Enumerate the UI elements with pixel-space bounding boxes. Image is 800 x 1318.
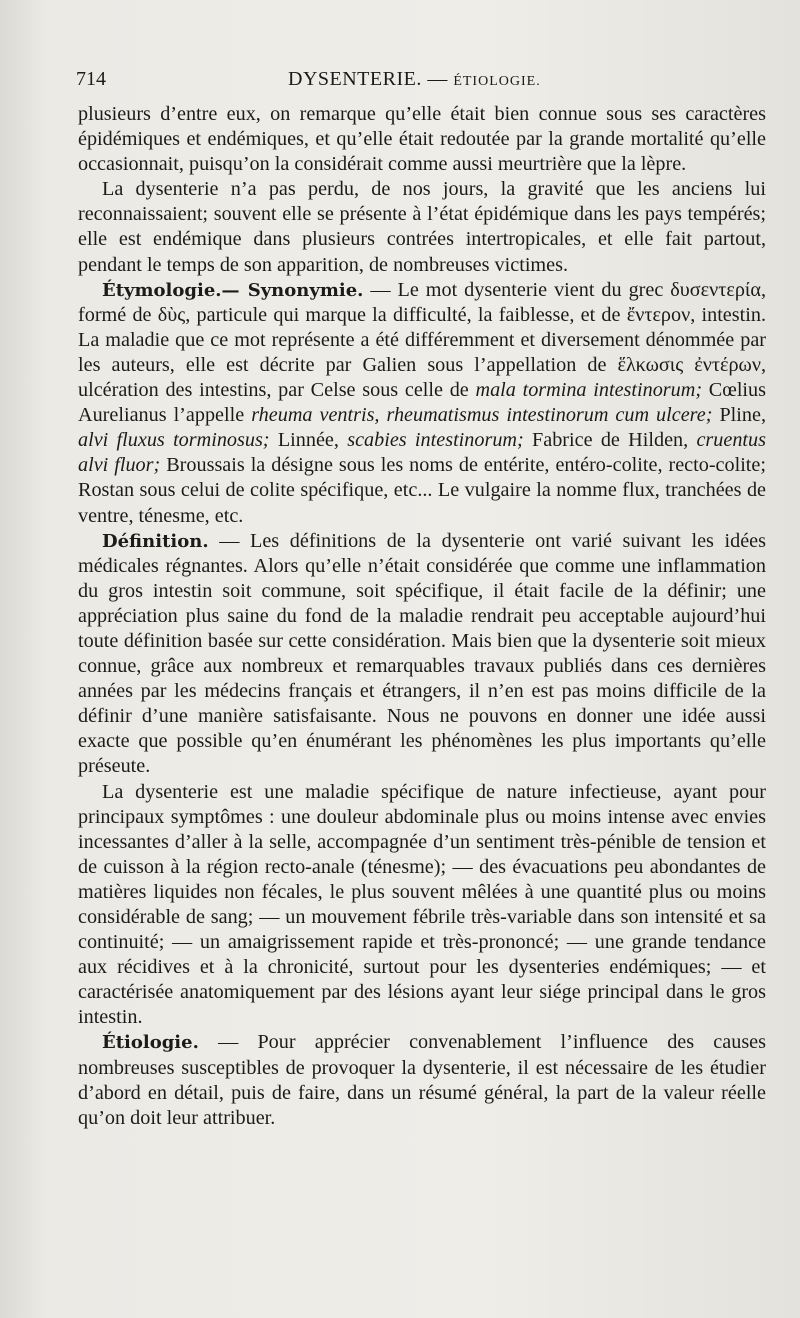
etymology-latin-hilden: cruentus alvi fluor; bbox=[78, 429, 766, 477]
paragraph-gravity: La dysenterie n’a pas perdu, de nos jours, la gravité que les anciens lui reconnaissaient; souvent elle se présente à l’état épidémique dans les pays tempérés; elle est endémique dans plusieurs contrées intertropicales, et elle fait partout, pendant le temps de son apparition, de nombreuses victimes. bbox=[78, 178, 766, 276]
paragraph-continuation: plusieurs d’entre eux, on remarque qu’elle était bien connue sous ses caractères épidémiques et endémiques, et qu’elle était redoutée par la grande mortalité qu’elle occasionnait, puisqu’on la considérait comme aussi meurtrière que la lèpre. bbox=[78, 103, 766, 176]
etymology-latin-celse: mala tormina intestinorum; bbox=[475, 379, 703, 402]
page-number: 714 bbox=[76, 68, 106, 90]
etymology-latin-caelius: rheuma ventris, rheumatismus intestinorum cum ulcere; bbox=[251, 404, 713, 427]
etymology-text-2: Cœlius Aurelianus l’appelle bbox=[78, 379, 766, 427]
body-text bbox=[78, 102, 766, 1131]
paragraph-etiology bbox=[78, 1030, 766, 1130]
running-title-main: DYSENTERIE. bbox=[288, 68, 422, 90]
running-title bbox=[288, 68, 541, 91]
etiology-text: — Pour apprécier convenablement l’influence des causes nombreuses susceptibles de provoquer la dysenterie, il est nécessaire de les étudier d’abord en détail, puis de faire, dans un résumé général, la part de la valeur réelle qu’on doit leur attribuer. bbox=[78, 1031, 766, 1129]
etymology-text-6: Broussais la désigne sous les noms de entérite, entéro-colite, recto-colite; Rostan sous celui de colite spécifique, etc... Le vulgaire la nomme flux, tranchées de ventre, ténesme, etc. bbox=[78, 454, 766, 527]
etymology-latin-pline: alvi fluxus torminosus; bbox=[78, 429, 270, 452]
running-title-subtitle: ÉTIOLOGIE. bbox=[453, 74, 541, 89]
page-header bbox=[76, 64, 766, 100]
paragraph-etymology bbox=[78, 278, 766, 529]
running-title-separator: — bbox=[427, 68, 448, 90]
paragraph-description: La dysenterie est une maladie spécifique de nature infectieuse, ayant pour principaux symptômes : une douleur abdominale plus ou moins intense avec envies incessantes d’aller à la selle, accompagnée d’un sentiment très-pénible de tension et de cuisson à la région recto-anale (ténesme); — des évacuations peu abondantes de matières liquides non fécales, le plus souvent mêlées à une quantité plus ou moins considérable de sang; — un mouvement fébrile très-variable dans son intensité et sa continuité; — un amaigrissement rapide et très-prononcé; — une grande tendance aux récidives et à la chronicité, surtout pour les dysenteries endémiques; — et caractérisée anatomiquement par des lésions ayant leur siége principal dans le gros intestin. bbox=[78, 780, 766, 1029]
etymology-latin-linnee: scabies intestinorum; bbox=[347, 429, 524, 452]
etymology-text-3: Pline, bbox=[712, 404, 767, 427]
paragraph-definition bbox=[78, 529, 766, 780]
section-heading-etiology: Étiologie. bbox=[102, 1032, 199, 1054]
etymology-text-1: — Le mot dysenterie vient du grec δυσεντερία, formé de δὺς, particule qui marque la difficulté, la faiblesse, et de ἔντερον, intestin. La maladie que ce mot représente a été différemment et diversement dénommée par les auteurs, elle est décrite par Galien sous l’appellation de ἕλκωσις ἐντέρων, ulcération des intestins, par Celse sous celle de bbox=[78, 278, 766, 402]
definition-text: — Les définitions de la dysenterie ont varié suivant les idées médicales régnantes. Alors qu’elle n’était considérée que comme une inflammation du gros intestin soit commune, soit spécifique, il était facile de la définir; une appréciation plus saine du fond de la maladie rendrait peu acceptable aujourd’hui toute définition basée sur cette considération. Mais bien que la dysenterie soit mieux connue, grâce aux nombreux et remarquables travaux publiés dans ces dernières années par les médecins français et étrangers, il n’en est pas moins difficile de la définir d’une manière satisfaisante. Nous ne pouvons en donner une idée aussi exacte que possible qu’en énumérant les phénomènes les plus importants qu’elle préseute. bbox=[78, 529, 766, 778]
section-heading-definition: Définition. bbox=[102, 530, 209, 552]
etymology-text-4: Linnée, bbox=[269, 429, 348, 452]
etymology-text-5: Fabrice de Hilden, bbox=[523, 429, 697, 452]
section-heading-etymology: Étymologie.— Synonymie. bbox=[102, 279, 364, 301]
